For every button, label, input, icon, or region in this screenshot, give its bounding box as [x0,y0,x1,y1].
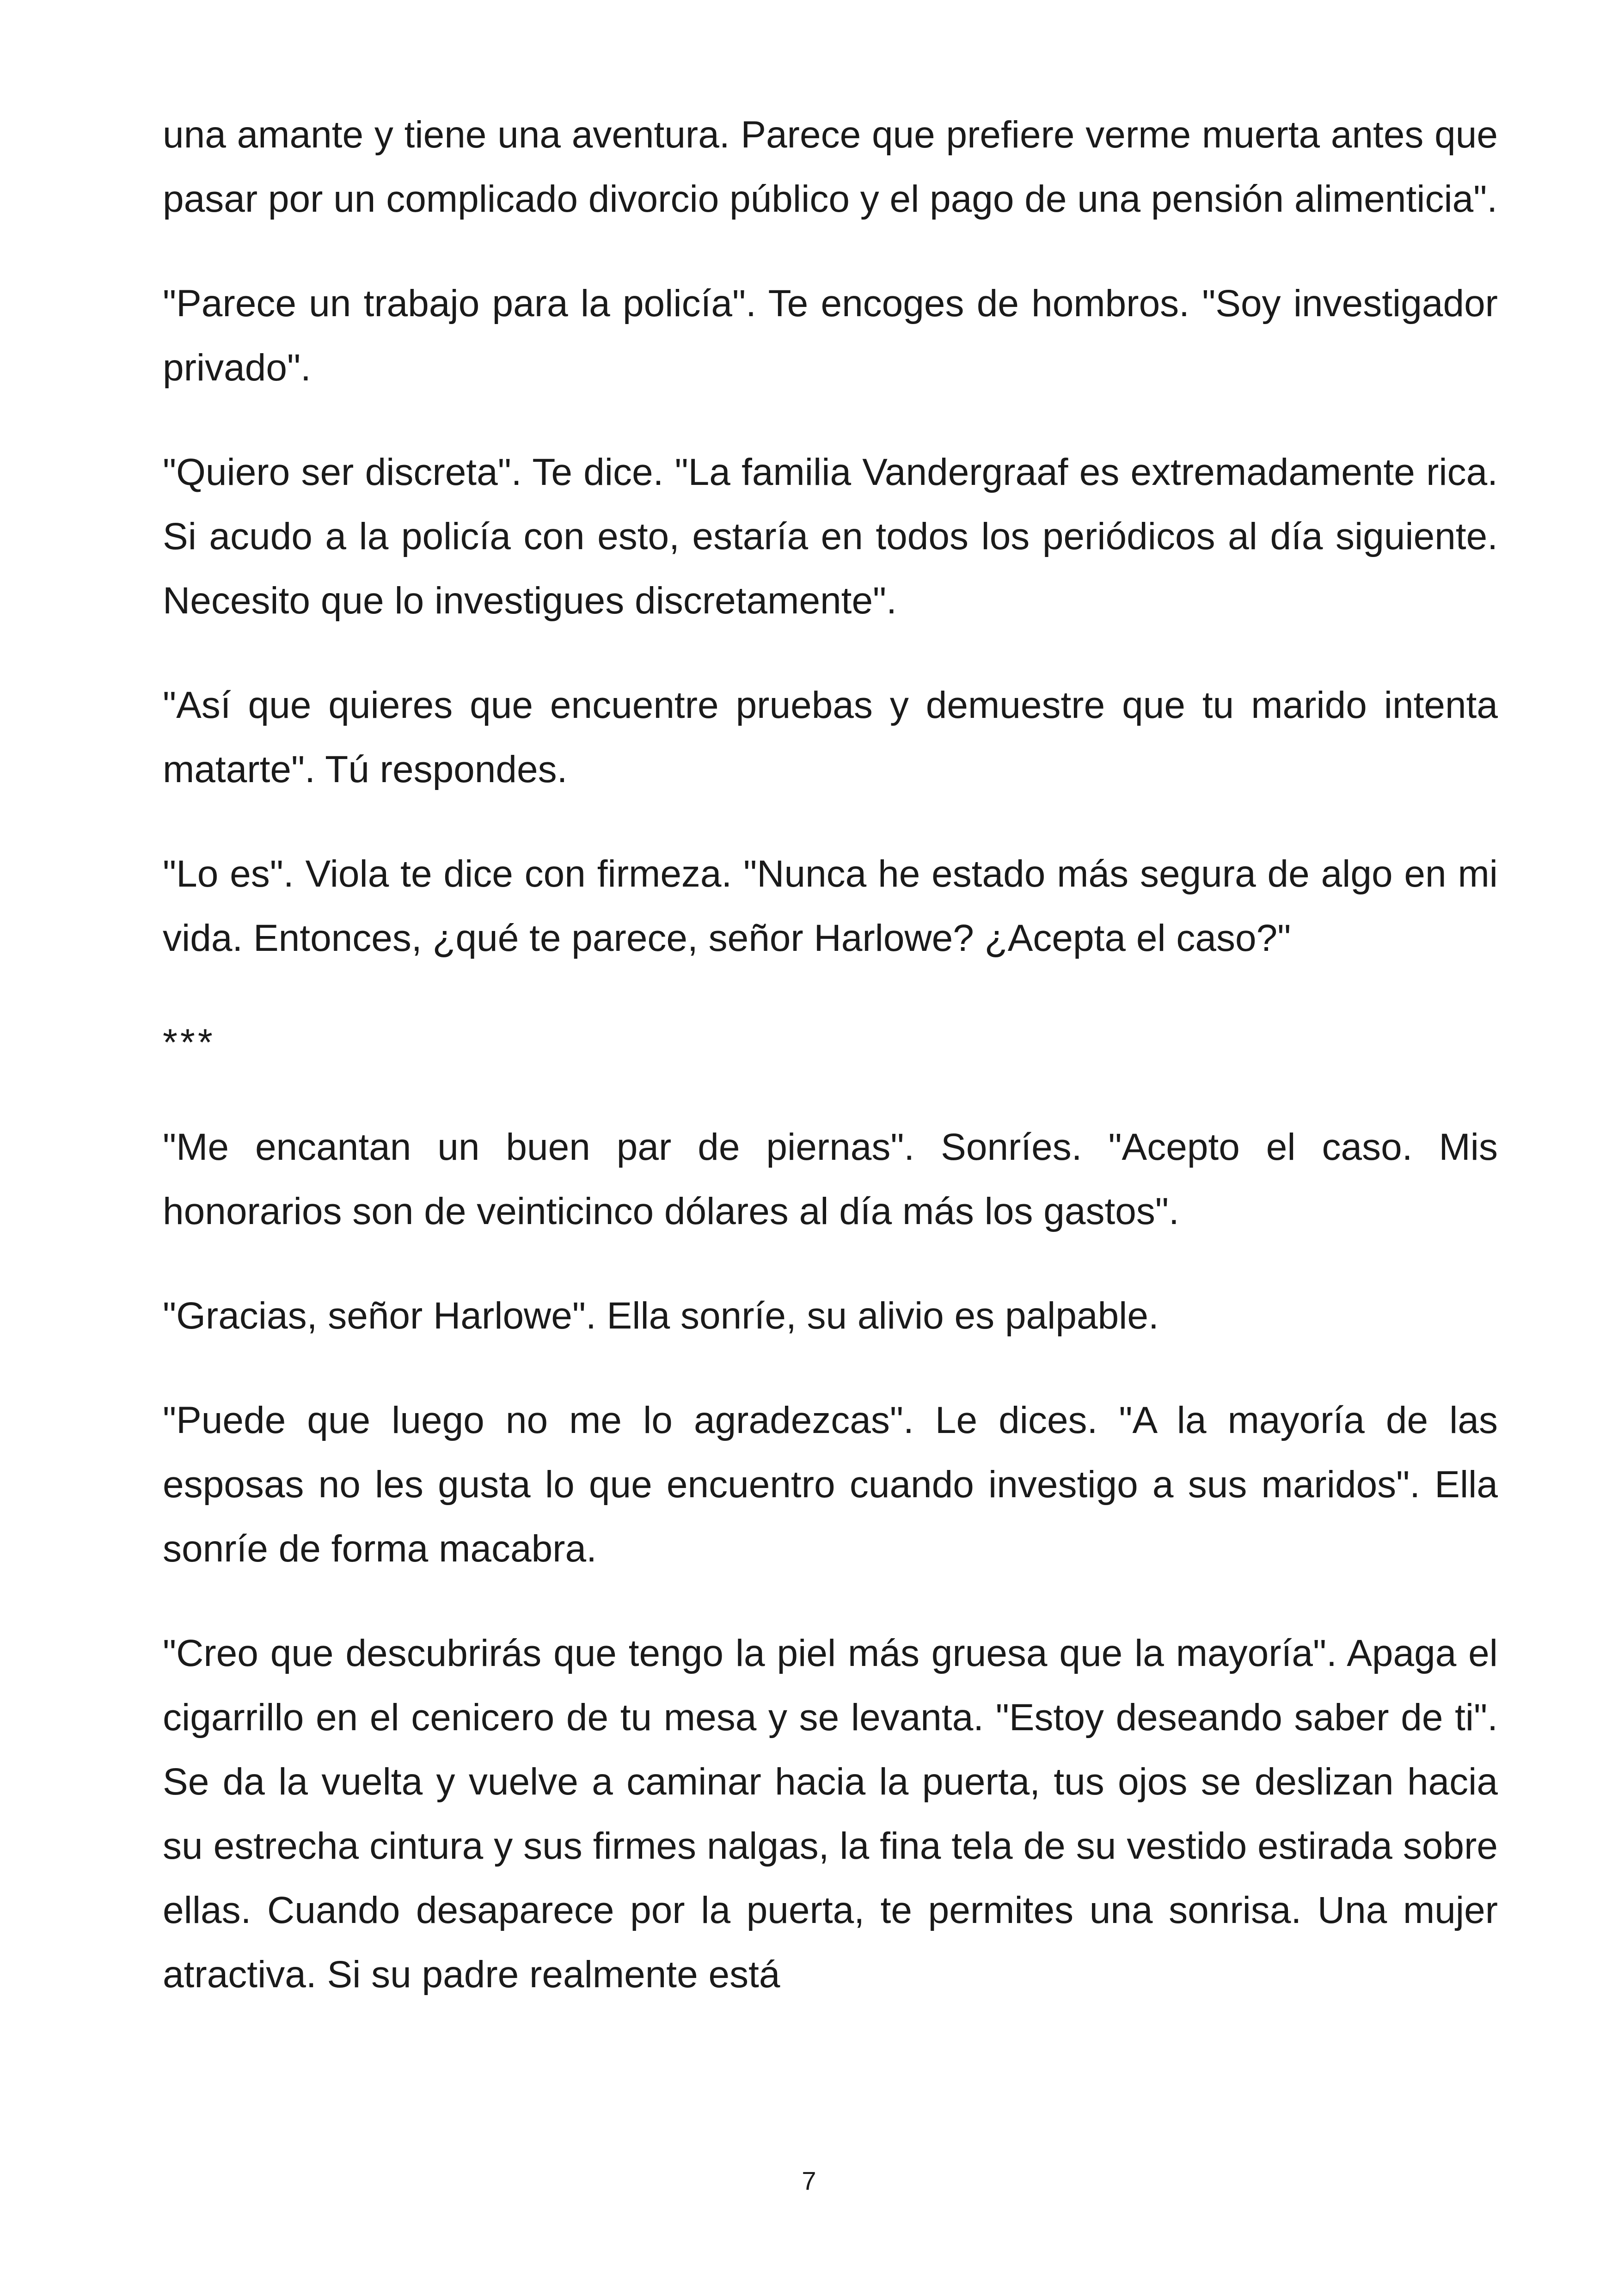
paragraph: "Me encantan un buen par de piernas". Sonríes. "Acepto el caso. Mis honorarios son de veinticinco dólares al día más los gastos". [163,1126,1498,1232]
paragraph: "Quiero ser discreta". Te dice. "La familia Vandergraaf es extremadamente rica. Si acudo a la policía con esto, estaría en todos los periódicos al día siguiente. Necesito que lo investigues discretamente". [163,451,1498,622]
paragraph: "Puede que luego no me lo agradezcas". Le dices. "A la mayoría de las esposas no les gusta lo que encuentro cuando investigo a sus maridos". Ella sonríe de forma macabra. [163,1399,1498,1570]
scene-separator: *** [163,1022,215,1064]
page-number: 7 [802,2166,816,2195]
body-text [163,103,1498,2007]
paragraph: "Así que quieres que encuentre pruebas y demuestre que tu marido intenta matarte". Tú respondes. [163,684,1498,790]
paragraph: "Gracias, señor Harlowe". Ella sonríe, su alivio es palpable. [163,1295,1159,1337]
paragraph: una amante y tiene una aventura. Parece que prefiere verme muerta antes que pasar por un complicado divorcio público y el pago de una pensión alimenticia". [163,114,1498,220]
paragraph: "Creo que descubrirás que tengo la piel más gruesa que la mayoría". Apaga el cigarrillo en el cenicero de tu mesa y se levanta. "Estoy deseando saber de ti". Se da la vuelta y vuelve a caminar hacia la puerta, tus ojos se deslizan hacia su estrecha cintura y sus firmes nalgas, la fina tela de su vestido estirada sobre ellas. Cuando desaparece por la puerta, te permites una sonrisa. Una mujer atractiva. Si su padre realmente está [163,1632,1498,1996]
paragraph: "Parece un trabajo para la policía". Te encoges de hombros. "Soy investigador privado". [163,282,1498,389]
paragraph: "Lo es". Viola te dice con firmeza. "Nunca he estado más segura de algo en mi vida. Entonces, ¿qué te parece, señor Harlowe? ¿Acepta el caso?" [163,853,1498,959]
